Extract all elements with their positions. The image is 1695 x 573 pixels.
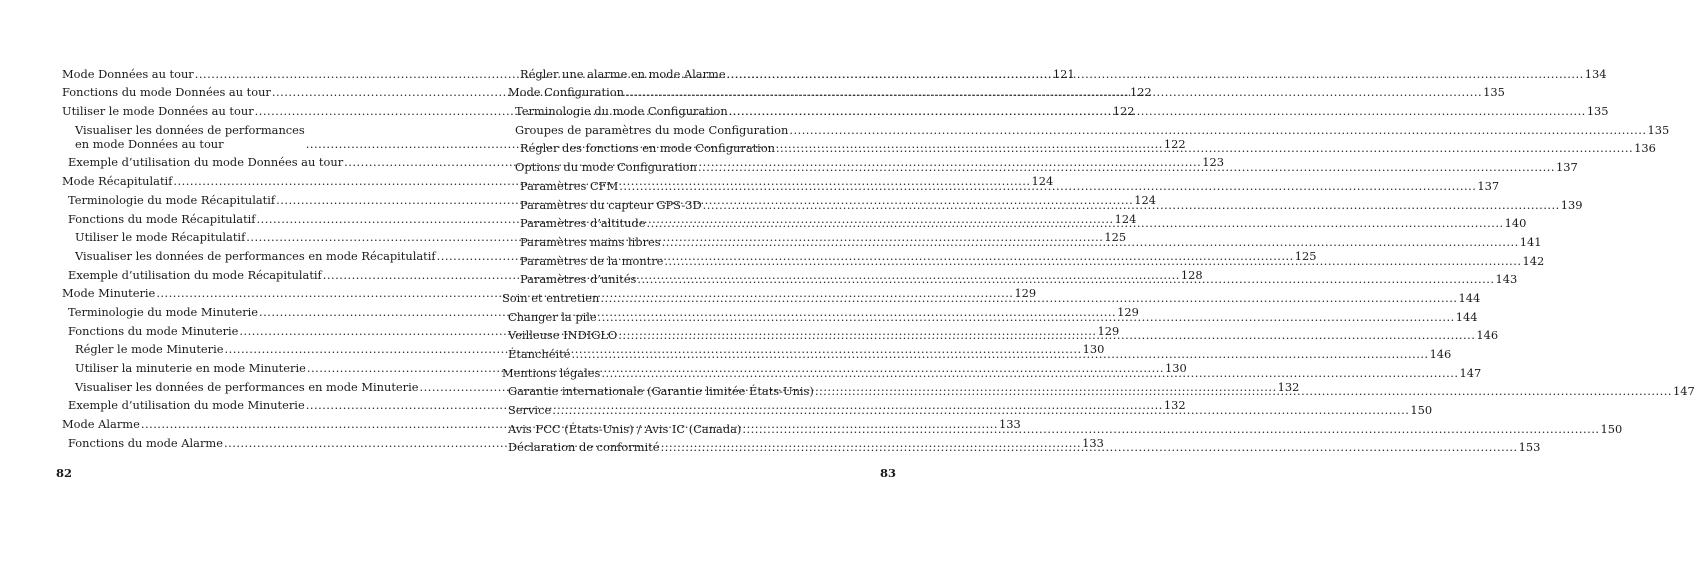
toc-entry-title: Régler une alarme en mode Alarme (520, 66, 726, 81)
dot-leader (660, 440, 1517, 454)
toc-entry-title: Paramètres CFM (520, 178, 619, 193)
toc-entry-page: 129 (1117, 304, 1139, 319)
toc-entry-title: Service (508, 403, 552, 418)
dot-leader (789, 123, 1646, 137)
toc-entry-page: 128 (1180, 267, 1203, 282)
toc-entry-page: 153 (1518, 440, 1541, 455)
dot-leader (664, 254, 1521, 268)
toc-entry-page: 139 (1560, 197, 1583, 212)
toc-entry-page: 150 (1410, 403, 1433, 418)
toc-entry-page: 137 (1555, 160, 1578, 175)
toc-entry-page: 121 (1052, 66, 1075, 81)
toc-entry-page: 132 (1277, 379, 1300, 394)
toc-entry-page: 122 (1163, 136, 1186, 151)
toc-entry-title: Visualiser les données de performances en mode Récapitulatif (75, 248, 436, 263)
toc-entry-title: Fonctions du mode Minuterie (68, 323, 239, 338)
toc-entry-page: 140 (1504, 216, 1527, 231)
toc-entry-title: Terminologie du mode Minuterie (68, 304, 259, 319)
toc-entry-page: 143 (1495, 272, 1518, 287)
toc-entry-title: Exemple d’utilisation du mode Récapitulatif (68, 267, 322, 282)
toc-entry-page: 124 (1114, 211, 1137, 226)
toc-entry-page: 133 (1082, 435, 1104, 450)
dot-leader (776, 141, 1633, 155)
dot-leader (598, 310, 1455, 324)
toc-entry-title: Mode Données au tour (62, 66, 194, 81)
dot-leader (727, 67, 1584, 81)
toc-entry-page: 124 (1134, 192, 1156, 207)
page-number-right: 83 (880, 466, 897, 480)
toc-entry-page: 135 (1647, 122, 1670, 137)
toc-entry-title: Paramètres du capteur GPS-3D (520, 197, 702, 212)
toc-entry-page: 123 (1202, 155, 1225, 170)
toc-entry-page: 147 (1672, 384, 1695, 399)
toc-entry-title: Visualiser les données de performances en mode Minuterie (75, 379, 419, 394)
toc-entry-title: Terminologie du mode Récapitulatif (68, 192, 276, 207)
toc-entry-page: 132 (1163, 398, 1186, 413)
toc-entry-title: Changer la pile (508, 309, 597, 324)
toc-entry-page: 144 (1455, 309, 1478, 324)
dot-leader (703, 198, 1560, 212)
toc-entry-title: Déclaration de conformité (508, 440, 660, 455)
toc-entry-title: Garantie internationale (Garantie limitée États-Unis) (508, 384, 814, 399)
toc-entry-title-line1: Visualiser les données de performances (75, 122, 305, 137)
toc-entry-page: 142 (1522, 253, 1545, 268)
dot-leader (729, 104, 1586, 118)
toc-entry-page: 150 (1600, 421, 1623, 436)
toc-entry-page: 136 (1634, 141, 1656, 156)
toc-entry-page: 122 (1112, 104, 1135, 119)
toc-entry-title: Fonctions du mode Récapitulatif (68, 211, 256, 226)
toc-entry-title: Utiliser le mode Données au tour (62, 104, 254, 119)
dot-leader (698, 160, 1555, 174)
toc-entry-page: 125 (1104, 230, 1127, 245)
toc-entry-title: Étanchéité (508, 347, 571, 361)
toc-entry-title: Paramètres d’altitude (520, 216, 646, 231)
dot-leader (600, 291, 1457, 305)
toc-entry-title: Exemple d’utilisation du mode Minuterie (68, 398, 305, 413)
toc-entry-page: 124 (1031, 174, 1054, 189)
toc-entry-title: Mode Récapitulatif (62, 174, 173, 189)
dot-leader (552, 403, 1409, 417)
toc-entry-title: Mode Alarme (62, 417, 140, 432)
toc-entry-title: Mentions légales (502, 365, 601, 380)
toc-entry-page: 130 (1164, 361, 1187, 375)
toc-entry-page: 135 (1483, 85, 1505, 100)
toc-entry-title: Avis FCC (États-Unis) / Avis IC (Canada) (508, 421, 742, 436)
dot-leader (637, 272, 1494, 286)
toc-entry-page: 129 (1097, 323, 1120, 338)
dot-leader (742, 422, 1599, 436)
toc-entry-page: 147 (1459, 365, 1482, 380)
toc-entry-title: Exemple d’utilisation du mode Données au tour (68, 155, 344, 170)
toc-entry-title: Régler le mode Minuterie (75, 342, 224, 357)
toc-entry-title: Soin et entretien (502, 290, 600, 305)
toc-entry-page: 134 (1584, 66, 1607, 81)
dot-leader (662, 235, 1519, 249)
toc-entry-page: 133 (998, 417, 1021, 432)
toc-entry-page: 146 (1429, 347, 1452, 361)
dot-leader (646, 216, 1503, 230)
toc-entry-page: 137 (1477, 178, 1500, 193)
toc-entry-title: Mode Minuterie (62, 286, 156, 301)
toc-entry-page: 130 (1082, 342, 1105, 357)
toc-entry-title: Paramètres de la montre (520, 253, 664, 268)
dot-leader (601, 366, 1458, 380)
dot-leader (619, 179, 1476, 193)
toc-entry-title: Régler des fonctions en mode Configuration (520, 141, 776, 156)
toc-entry-page: 144 (1458, 290, 1481, 305)
toc-entry-title: Groupes de paramètres du mode Configuration (515, 122, 789, 137)
toc-entry-title-line2: en mode Données au tour (75, 136, 224, 151)
toc-entry-title: Fonctions du mode Données au tour (62, 85, 271, 100)
toc-entry-title: Utiliser la minuterie en mode Minuterie (75, 361, 306, 375)
toc-entry-title: Options du mode Configuration (515, 160, 697, 175)
toc-entry-title: Utiliser le mode Récapitulatif (75, 230, 246, 245)
dot-leader (571, 347, 1428, 361)
toc-entry-title: Mode Configuration (508, 85, 624, 100)
toc-entry[interactable] (502, 118, 1670, 137)
toc-entry-title: Paramètres d’unités (520, 272, 637, 287)
dot-leader (625, 85, 1482, 99)
toc-entry-title: Paramètres mains libres (520, 234, 661, 249)
toc-entry-page: 146 (1476, 328, 1499, 343)
toc-entry-title: Fonctions du mode Alarme (68, 435, 223, 450)
toc-entry-page: 141 (1519, 234, 1542, 249)
toc-entry-title: Terminologie du mode Configuration (515, 104, 728, 119)
dot-leader (815, 384, 1672, 398)
toc-entry-title (75, 123, 305, 151)
toc-entry-page: 129 (1014, 286, 1037, 301)
toc-entry-page: 125 (1294, 248, 1317, 263)
page-number-left: 82 (56, 466, 73, 480)
dot-leader (618, 328, 1475, 342)
toc-entry-page: 122 (1130, 85, 1152, 100)
toc-entry-page: 135 (1586, 104, 1609, 119)
toc-entry-title: Veilleuse INDIGLO (508, 328, 618, 343)
